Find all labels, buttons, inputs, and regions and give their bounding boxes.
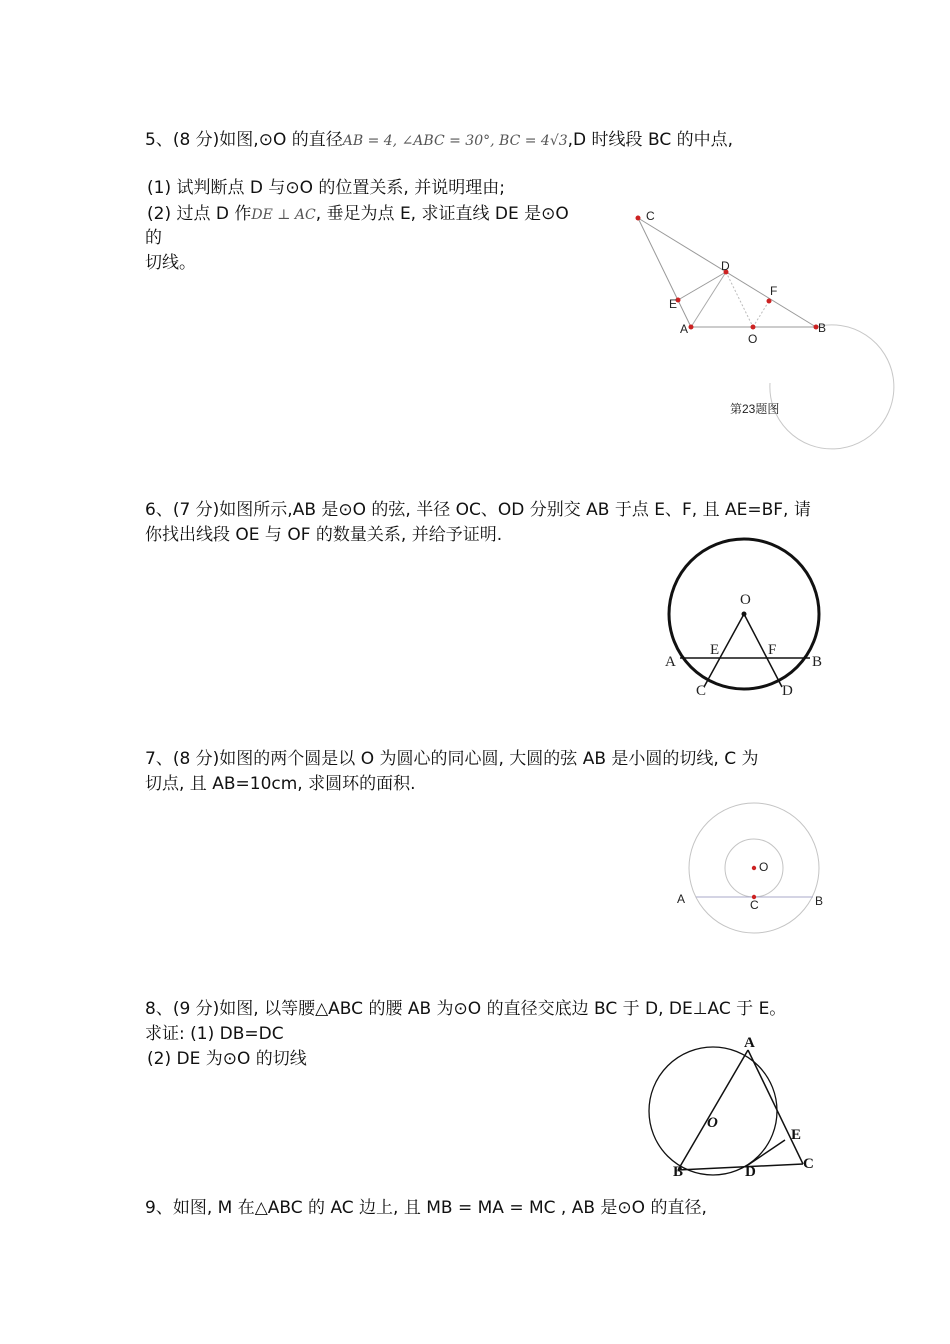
p7-label-O: O <box>759 860 769 874</box>
p6-label-A: A <box>665 654 676 670</box>
p6-label-F: F <box>768 642 777 658</box>
p8-label-O: O <box>707 1115 718 1131</box>
p8-label-B: B <box>673 1164 684 1180</box>
p9-line1: 9、如图, M 在△ABC 的 AC 边上, 且 MB = MA = MC , AB 是⊙O 的直径, <box>145 1198 707 1218</box>
p6-label-D: D <box>782 683 793 699</box>
p7-label-A: A <box>677 892 686 906</box>
p6-center-dot <box>742 612 747 617</box>
p5-q2-formula: DE ⊥ AC <box>251 207 316 223</box>
p6-line2: 你找出线段 OE 与 OF 的数量关系, 并给予证明. <box>145 525 503 545</box>
p8-figure <box>635 1030 825 1185</box>
p6-label-C: C <box>696 683 707 699</box>
p5-line1 <box>145 128 733 153</box>
p5-label-O: O <box>748 332 758 346</box>
p6-figure <box>660 585 835 705</box>
p7-label-B: B <box>815 894 824 908</box>
p5-point-A <box>689 325 694 330</box>
p5-formula: AB = 4, ∠ABC = 30°, BC = 4√3 <box>342 133 568 149</box>
p8-label-C: C <box>803 1156 814 1172</box>
p5-circle-arc <box>770 325 894 449</box>
p5-suffix: ,D 时线段 BC 的中点, <box>567 130 733 150</box>
p5-question-2-line2: 的 <box>145 228 162 248</box>
p7-point-O <box>752 866 756 870</box>
p5-label-B: B <box>818 321 827 335</box>
p7-figure <box>670 800 840 940</box>
p5-point-O <box>751 325 756 330</box>
p6-label-E: E <box>710 642 720 658</box>
p5-point-F <box>767 299 772 304</box>
p5-question-2-line3: 切线。 <box>145 253 196 273</box>
p8-label-D: D <box>745 1164 756 1180</box>
p5-question-1: (1) 试判断点 D 与⊙O 的位置关系, 并说明理由; <box>147 178 505 198</box>
p5-figure <box>620 200 840 430</box>
p5-label-A: A <box>680 322 689 336</box>
p5-point-C <box>636 216 641 221</box>
p6-line1: 6、(7 分)如图所示,AB 是⊙O 的弦, 半径 OC、OD 分别交 AB 于点 E、F, 且 AE=BF, 请 <box>145 500 811 520</box>
p8-line2: 求证: (1) DB=DC <box>145 1024 284 1044</box>
p8-label-A: A <box>744 1035 755 1051</box>
p5-label-C: C <box>646 209 655 223</box>
p5-q2-suffix: , 垂足为点 E, 求证直线 DE 是⊙O <box>315 204 569 224</box>
p5-q2-prefix: (2) 过点 D 作 <box>147 204 252 224</box>
p8-segment-AB <box>678 1050 748 1170</box>
p8-line1: 8、(9 分)如图, 以等腰△ABC 的腰 AB 为⊙O 的直径交底边 BC 于 D, DE⊥AC 于 E。 <box>145 999 787 1019</box>
p5-label-E: E <box>669 297 678 311</box>
p7-line1: 7、(8 分)如图的两个圆是以 O 为圆心的同心圆, 大圆的弦 AB 是小圆的切线, C 为 <box>145 749 759 769</box>
p5-question-2 <box>147 202 569 227</box>
p6-label-O: O <box>740 592 751 608</box>
p5-label-F: F <box>770 284 778 298</box>
p6-label-B: B <box>812 654 823 670</box>
p7-label-C: C <box>750 898 759 912</box>
p5-segment-DE <box>678 272 726 300</box>
p5-prefix: 5、(8 分)如图,⊙O 的直径 <box>145 130 343 150</box>
p5-segment-OF <box>753 301 769 327</box>
p5-figure-caption: 第23题图 <box>730 402 780 416</box>
p8-label-E: E <box>791 1127 802 1143</box>
p5-label-D: D <box>721 259 730 273</box>
p8-line3: (2) DE 为⊙O 的切线 <box>147 1049 307 1069</box>
p5-segment-DA <box>691 272 726 327</box>
p7-line2: 切点, 且 AB=10cm, 求圆环的面积. <box>145 774 416 794</box>
p8-segment-DE <box>745 1140 785 1167</box>
